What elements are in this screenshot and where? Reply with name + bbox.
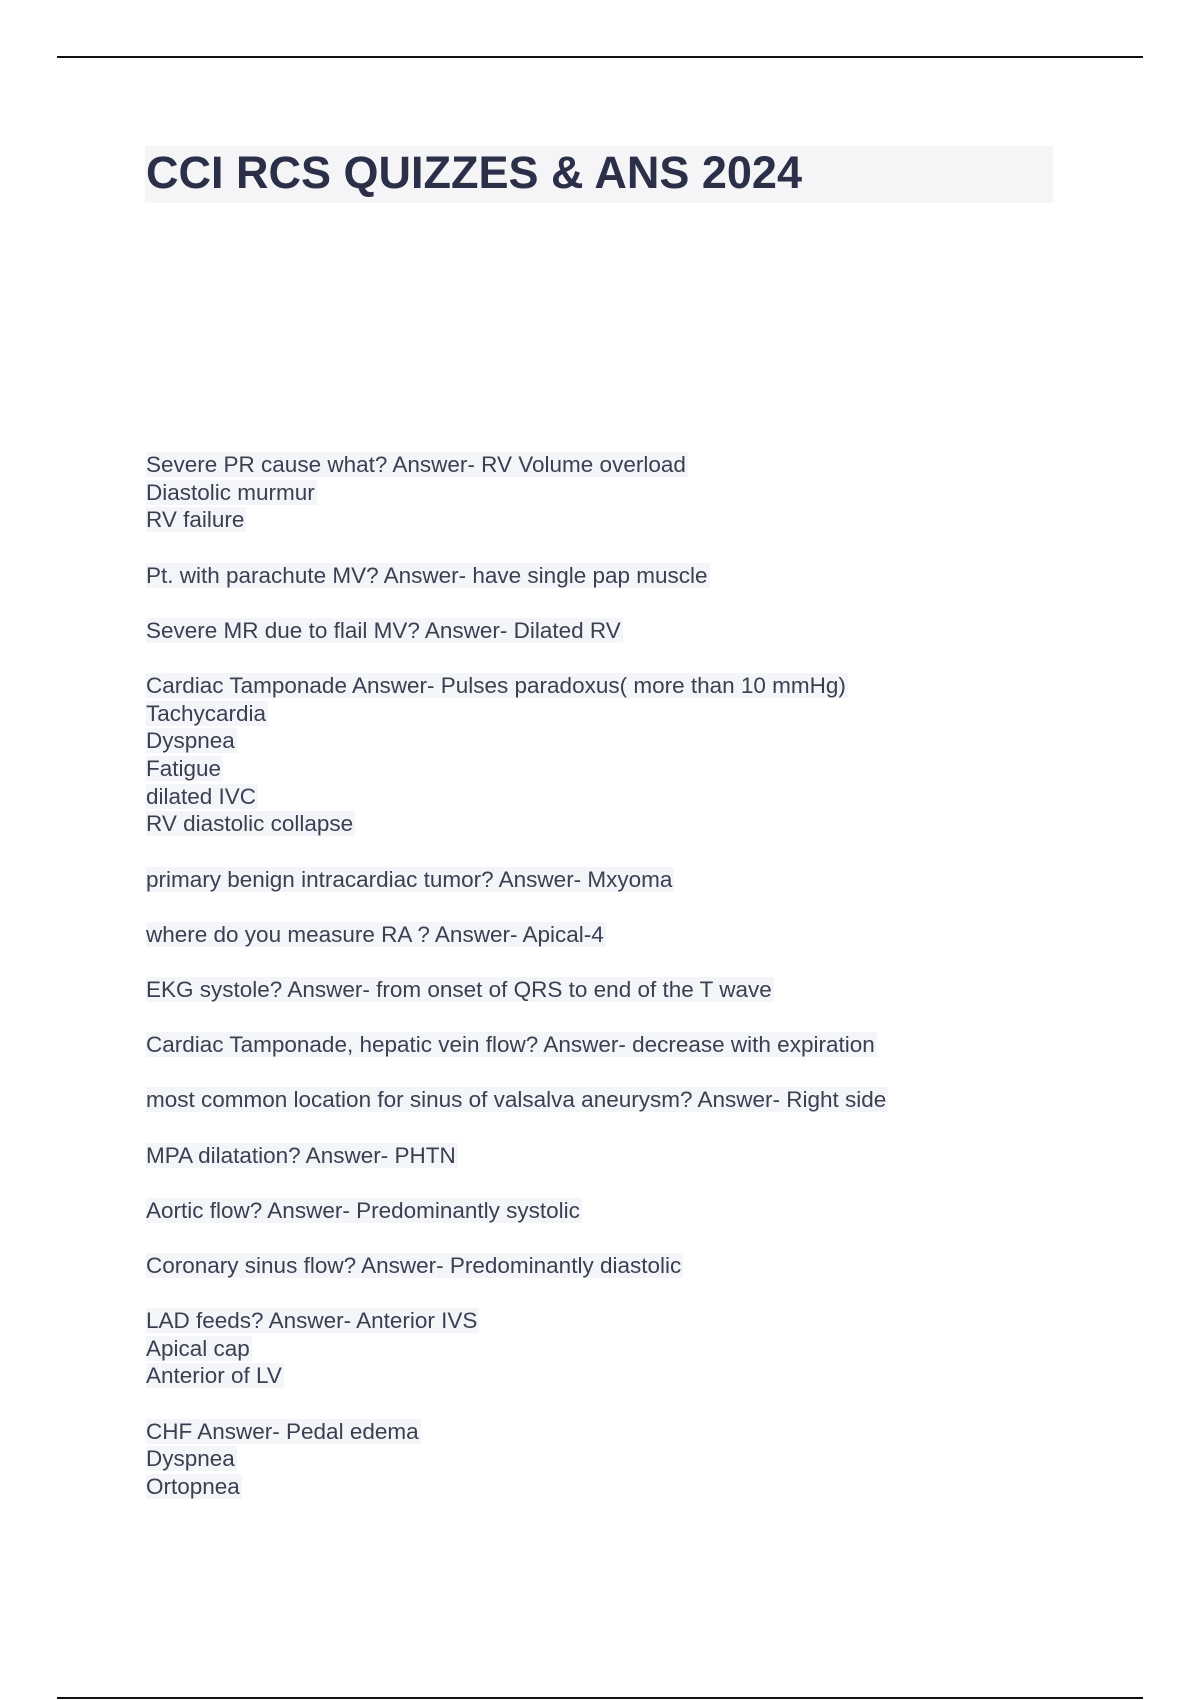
qa-detail-line [146, 1362, 1146, 1390]
qa-line-text: RV diastolic collapse [146, 811, 354, 837]
qa-line-text: Apical cap [146, 1335, 250, 1361]
qa-question-line [146, 976, 1146, 1004]
qa-detail-line [146, 1473, 1146, 1501]
qa-entry [146, 1252, 1146, 1280]
qa-question-line [146, 1252, 1146, 1280]
qa-line-text: where do you measure RA ? Answer- Apical-4 [146, 921, 604, 947]
qa-line-text: RV failure [146, 507, 245, 533]
qa-entry [146, 1086, 1146, 1114]
qa-entry [146, 451, 1146, 534]
bottom-rule [57, 1697, 1143, 1699]
qa-question-line [146, 1307, 1146, 1335]
qa-detail-line [146, 506, 1146, 534]
qa-entry [146, 921, 1146, 949]
qa-line-text: Aortic flow? Answer- Predominantly systolic [146, 1197, 580, 1223]
qa-detail-line [146, 479, 1146, 507]
qa-line-text: Tachycardia [146, 700, 267, 726]
qa-line-text: LAD feeds? Answer- Anterior IVS [146, 1308, 478, 1334]
qa-entry [146, 617, 1146, 645]
qa-line-text: EKG systole? Answer- from onset of QRS to end of the T wave [146, 976, 772, 1002]
qa-entry [146, 1418, 1146, 1501]
qa-line-text: Severe MR due to flail MV? Answer- Dilated RV [146, 617, 621, 643]
qa-entry [146, 866, 1146, 894]
qa-detail-line [146, 755, 1146, 783]
qa-line-text: Cardiac Tamponade Answer- Pulses paradoxus( more than 10 mmHg) [146, 672, 846, 698]
qa-line-text: CHF Answer- Pedal edema [146, 1418, 419, 1444]
qa-line-text: Dyspnea [146, 728, 235, 754]
qa-entry [146, 1031, 1146, 1059]
qa-detail-line [146, 783, 1146, 811]
qa-question-line [146, 451, 1146, 479]
qa-entry [146, 1142, 1146, 1170]
qa-list [146, 451, 1146, 1528]
qa-detail-line [146, 1335, 1146, 1363]
qa-entry [146, 976, 1146, 1004]
qa-line-text: Pt. with parachute MV? Answer- have single pap muscle [146, 562, 708, 588]
qa-question-line [146, 617, 1146, 645]
qa-line-text: most common location for sinus of valsalva aneurysm? Answer- Right side [146, 1087, 887, 1113]
qa-line-text: Dyspnea [146, 1446, 235, 1472]
qa-detail-line [146, 727, 1146, 755]
qa-detail-line [146, 700, 1146, 728]
qa-line-text: Ortopnea [146, 1474, 240, 1499]
qa-question-line [146, 672, 1146, 700]
qa-line-text: MPA dilatation? Answer- PHTN [146, 1142, 456, 1168]
qa-detail-line [146, 810, 1146, 838]
qa-entry [146, 1197, 1146, 1225]
qa-line-text: Fatigue [146, 756, 222, 781]
qa-line-text: Severe PR cause what? Answer- RV Volume overload [146, 452, 686, 477]
qa-question-line [146, 1142, 1146, 1170]
qa-line-text: dilated IVC [146, 783, 257, 809]
qa-question-line [146, 921, 1146, 949]
qa-line-text: Anterior of LV [146, 1363, 282, 1389]
qa-question-line [146, 1197, 1146, 1225]
qa-question-line [146, 866, 1146, 894]
qa-question-line [146, 1418, 1146, 1446]
qa-question-line [146, 562, 1146, 590]
qa-line-text: Diastolic murmur [146, 479, 315, 505]
qa-entry [146, 1307, 1146, 1390]
qa-entry [146, 672, 1146, 838]
qa-entry [146, 562, 1146, 590]
qa-question-line [146, 1086, 1146, 1114]
document-title: CCI RCS QUIZZES & ANS 2024 [146, 147, 802, 198]
qa-detail-line [146, 1445, 1146, 1473]
qa-line-text: Cardiac Tamponade, hepatic vein flow? Answer- decrease with expiration [146, 1032, 875, 1058]
qa-line-text: Coronary sinus flow? Answer- Predominantly diastolic [146, 1252, 682, 1278]
qa-line-text: primary benign intracardiac tumor? Answer- Mxyoma [146, 866, 673, 892]
qa-question-line [146, 1031, 1146, 1059]
top-rule [57, 56, 1143, 58]
